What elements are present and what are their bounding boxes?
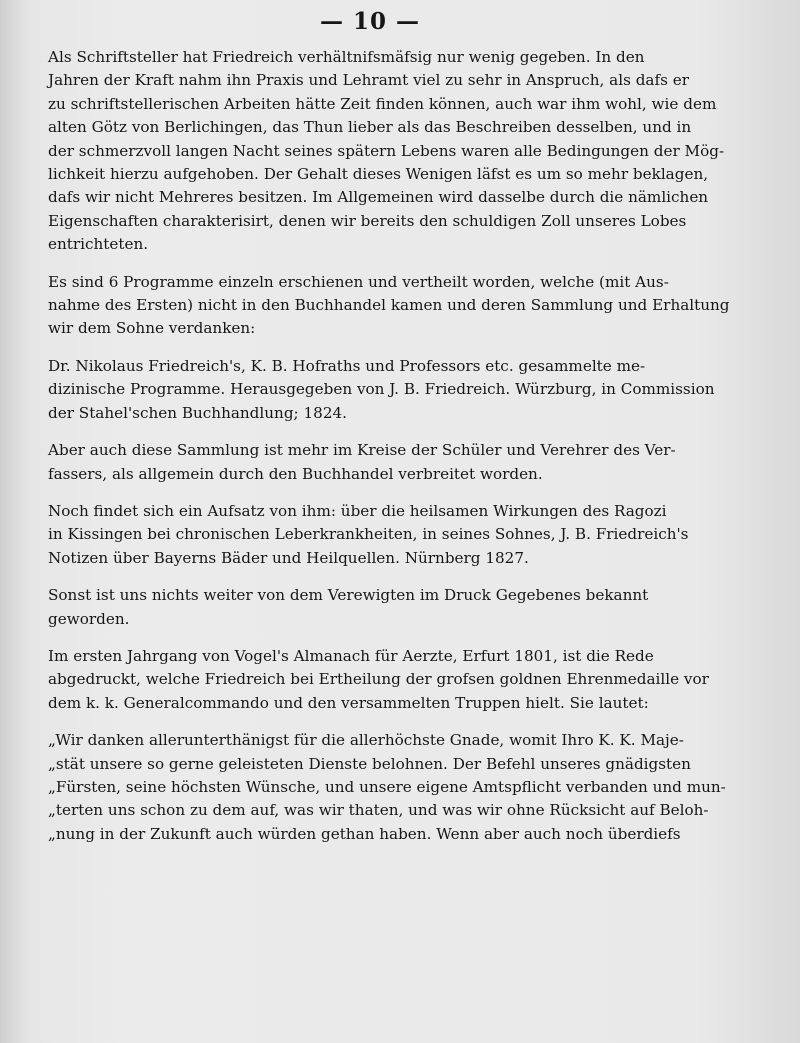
text-line: „nung in der Zukunft auch würden gethan haben. Wenn aber auch noch überdiefs <box>48 824 681 843</box>
text-line: Noch findet sich ein Aufsatz von ihm: über die heilsamen Wirkungen des Ragozi <box>48 501 667 520</box>
paragraph-sammlung <box>12 439 766 486</box>
text-line: „stät unsere so gerne geleisteten Dienste belohnen. Der Befehl unseres gnädigsten <box>48 754 691 773</box>
text-line: Aber auch diese Sammlung ist mehr im Kreise der Schüler und Verehrer des Ver- <box>48 441 676 460</box>
text-line: Als Schriftsteller hat Friedreich verhältnifsmäfsig nur wenig gegeben. In den <box>48 48 645 66</box>
text-line: Eigenschaften charakterisirt, denen wir bereits den schuldigen Zoll unseres Lobes <box>48 211 687 230</box>
text-line: wir dem Sohne verdanken: <box>48 319 256 338</box>
text-line: nahme des Ersten) nicht in den Buchhandel kamen und deren Sammlung und Erhaltung <box>48 296 730 315</box>
text-line: in Kissingen bei chronischen Leberkrankheiten, in seines Sohnes, J. B. Friedreich's <box>48 525 689 544</box>
paragraph-almanach <box>12 645 766 715</box>
text-line: „Wir danken allerunterthänigst für die allerhöchste Gnade, womit Ihro K. K. Maje- <box>48 731 684 750</box>
text-line: geworden. <box>48 609 130 628</box>
page-body <box>12 46 766 846</box>
text-line: alten Götz von Berlichingen, das Thun lieber als das Beschreiben desselben, und in <box>48 118 692 137</box>
text-line: „terten uns schon zu dem auf, was wir thaten, und was wir ohne Rücksicht auf Beloh- <box>48 801 709 820</box>
text-line: entrichteten. <box>48 235 149 254</box>
text-line: fassers, als allgemein durch den Buchhandel verbreitet worden. <box>48 464 543 483</box>
paragraph-sonst <box>12 584 766 631</box>
text-line: dem k. k. Generalcommando und den versammelten Truppen hielt. Sie lautet: <box>48 693 649 712</box>
text-line: Dr. Nikolaus Friedreich's, K. B. Hofraths und Professors etc. gesammelte me- <box>48 356 646 375</box>
text-line: dizinische Programme. Herausgegeben von J. B. Friedreich. Würzburg, in Commission <box>48 380 715 399</box>
text-line: Notizen über Bayerns Bäder und Heilquellen. Nürnberg 1827. <box>48 548 529 567</box>
text-line: der schmerzvoll langen Nacht seines spätern Lebens waren alle Bedingungen der Mög- <box>48 141 725 160</box>
text-line: Sonst ist uns nichts weiter von dem Verewigten im Druck Gegebenes bekannt <box>48 586 649 605</box>
text-line: zu schriftstellerischen Arbeiten hätte Zeit finden können, auch war ihm wohl, wie dem <box>48 94 717 113</box>
text-line: abgedruckt, welche Friedreich bei Ertheilung der grofsen goldnen Ehrenmedaille vor <box>48 670 709 689</box>
text-line: Im ersten Jahrgang von Vogel's Almanach für Aerzte, Erfurt 1801, ist die Rede <box>48 646 654 665</box>
paragraph-schriftsteller <box>12 46 766 257</box>
text-line: der Stahel'schen Buchhandlung; 1824. <box>48 403 347 422</box>
paragraph-aufsatz <box>12 500 766 570</box>
paragraph-programme <box>12 271 766 341</box>
page-number: — 10 — <box>319 8 421 35</box>
text-line: dafs wir nicht Mehreres besitzen. Im Allgemeinen wird dasselbe durch die nämlichen <box>48 188 709 207</box>
text-line: lichkeit hierzu aufgehoben. Der Gehalt dieses Wenigen läfst es um so mehr beklagen, <box>48 165 709 184</box>
text-line: „Fürsten, seine höchsten Wünsche, und unsere eigene Amtspflicht verbanden und mun- <box>48 777 726 796</box>
paragraph-speech-quote <box>12 729 766 846</box>
text-line: Jahren der Kraft nahm ihn Praxis und Lehramt viel zu sehr in Anspruch, als dafs er <box>48 71 689 90</box>
text-line: Es sind 6 Programme einzeln erschienen und vertheilt worden, welche (mit Aus- <box>48 272 669 291</box>
paragraph-bibliography <box>12 355 766 425</box>
